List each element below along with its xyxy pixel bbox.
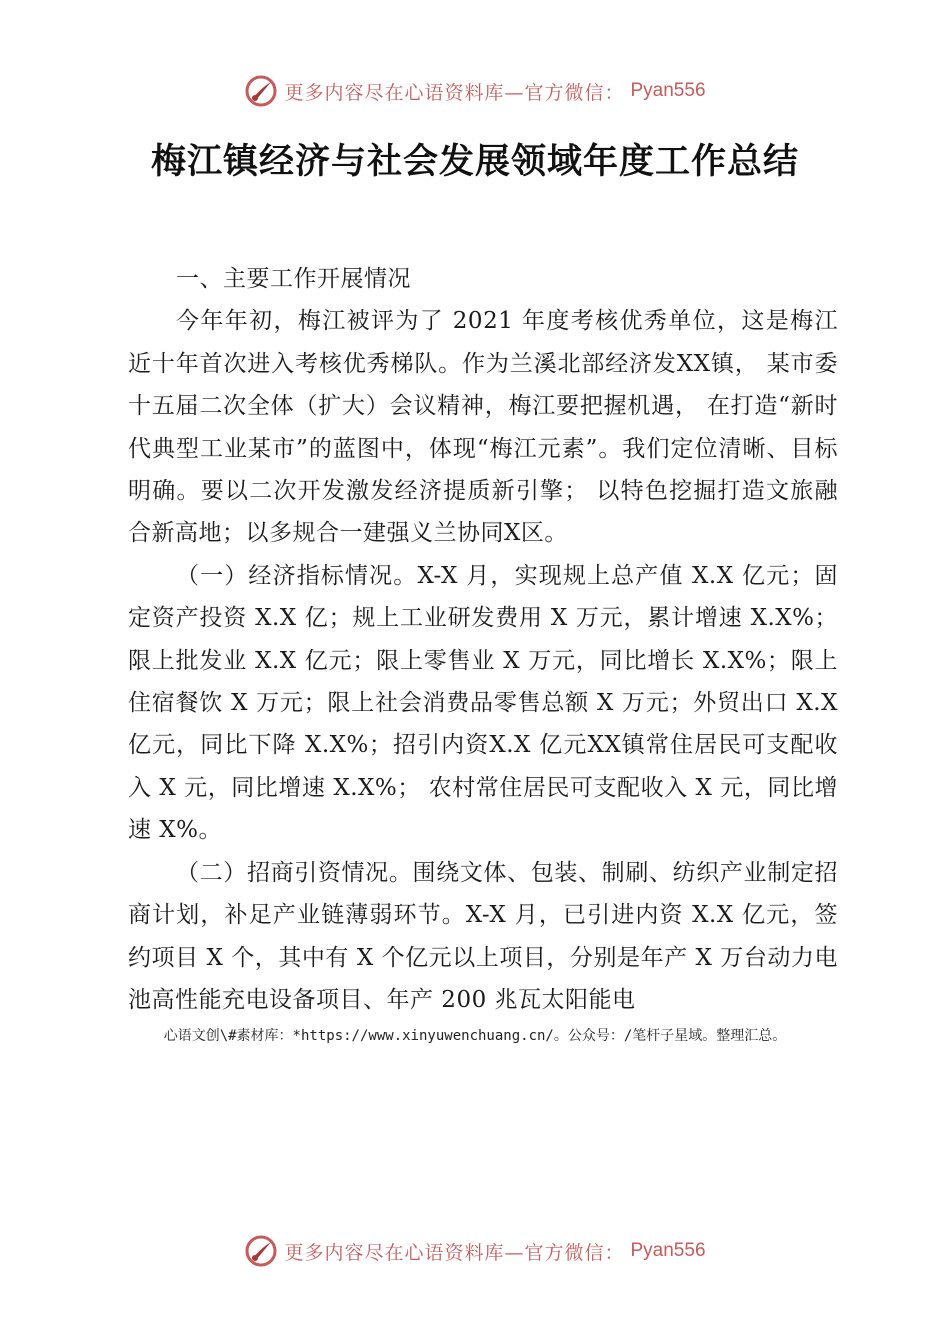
brush-circle-logo-icon (244, 74, 278, 108)
watermark-wechat-id: Pyan556 (630, 1240, 706, 1261)
paragraph-intro: 今年年初，梅江被评为了 2021 年度考核优秀单位，这是梅江近十年首次进入考核优秀梯队。作为兰溪北部经济发XX镇， 某市委十五届二次全体（扩大）会议精神，梅江要把握机遇， 在打造“新时代典型工业某市”的蓝图中，体现“梅江元素”。我们定位清晰、目标明确。要以二次开发激发经济提质新引擎； 以特色挖掘打造文旅融合新高地；以多规合一建强义兰协同X区。 (128, 308, 838, 547)
watermark-text: 更多内容尽在心语资料库—官方微信： (284, 1241, 625, 1264)
brush-circle-logo-icon (244, 1234, 278, 1268)
watermark-wechat-id: Pyan556 (630, 80, 706, 101)
document-title: 梅江镇经济与社会发展领域年度工作总结 (150, 141, 799, 182)
section-heading: 一、主要工作开展情况 (176, 266, 411, 292)
footer-note: 心语文创\#素材库：*https://www.xinyuwenchuang.cn/。公众号：/笔杆子星域。整理汇总。 (163, 1028, 787, 1044)
document-body (128, 258, 838, 1021)
watermark-header (0, 74, 950, 108)
paragraph-investment: （二）招商引资情况。围绕文体、包装、制刷、纺织产业制定招商计划，补足产业链薄弱环节。X-X 月，已引进内资 X.X 亿元，签约项目 X 个，其中有 X 个亿元以上项目，分别是年产 X 万台动力电池高性能充电设备项目、年产 200 兆瓦太阳能电 (128, 859, 838, 1013)
paragraph-economic-indicators: （一）经济指标情况。X-X 月，实现规上总产值 X.X 亿元；固定资产投资 X.X 亿；规上工业研发费用 X 万元，累计增速 X.X%；限上批发业 X.X 亿元；限上零售业 X 万元，同比增长 X.X%；限上住宿餐饮 X 万元；限上社会消费品零售总额 X 万元；外贸出口 X.X 亿元，同比下降 X.X%；招引内资X.X 亿元XX镇常住居民可支配收入 X 元，同比增速 X.X%； 农村常住居民可支配收入 X 元，同比增速 X%。 (128, 562, 838, 844)
watermark-text: 更多内容尽在心语资料库—官方微信： (284, 81, 625, 104)
watermark-footer (0, 1234, 950, 1268)
